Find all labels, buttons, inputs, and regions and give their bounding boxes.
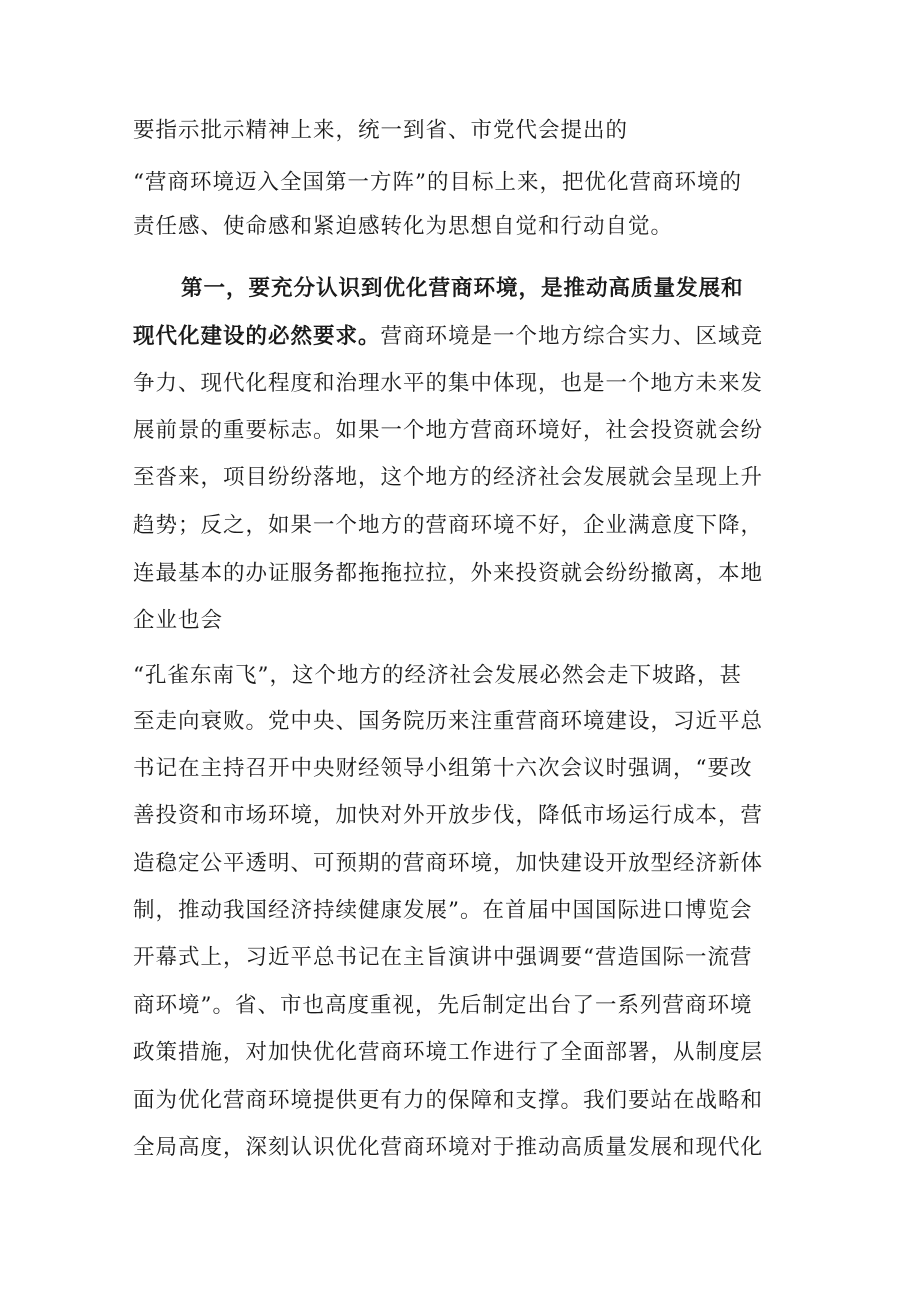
intro-line-3: 责任感、使命感和紧迫感转化为思想自觉和行动自觉。 (133, 214, 674, 239)
section-heading-line-2 (133, 317, 793, 357)
body-line-17: 全局高度，深刻认识优化营商环境对于推动高质量发展和现代化 (133, 1135, 764, 1160)
section-heading-line-1: 第一，要充分认识到优化营商环境，是推动高质量发展和 (181, 276, 744, 301)
body-line-11: 造稳定公平透明、可预期的营商环境，加快建设开放型经济新体 (133, 851, 764, 876)
body-line-2: 展前景的重要标志。如果一个地方营商环境好，社会投资就会纷 (133, 418, 764, 443)
body-line-9: 书记在主持召开中央财经领导小组第十六次会议时强调，“要改 (133, 756, 753, 781)
body-line-15: 政策措施，对加快优化营商环境工作进行了全面部署，从制度层 (133, 1040, 764, 1065)
section-heading-bold: 现代化建设的必然要求。 (133, 324, 381, 349)
section-heading-rest: 营商环境是一个地方综合实力、区域竞 (380, 324, 764, 349)
body-line-16: 面为优化营商环境提供更有力的保障和支撑。我们要站在战略和 (133, 1088, 764, 1113)
body-line-14: 商环境”。省、市也高度重视，先后制定出台了一系列营商环境 (133, 993, 753, 1018)
intro-line-2: “营商环境迈入全国第一方阵”的目标上来，把优化营商环境的 (133, 170, 742, 195)
body-line-4: 趋势；反之，如果一个地方的营商环境不好，企业满意度下降， (133, 513, 764, 538)
intro-line-1: 要指示批示精神上来，统一到省、市党代会提出的 (133, 118, 629, 143)
body-line-3: 至沓来，项目纷纷落地，这个地方的经济社会发展就会呈现上升 (133, 465, 764, 490)
body-line-10: 善投资和市场环境，加快对外开放步伐，降低市场运行成本，营 (133, 803, 764, 828)
body-line-8: 至走向衰败。党中央、国务院历来注重营商环境建设，习近平总 (133, 709, 764, 734)
body-line-1: 争力、现代化程度和治理水平的集中体现，也是一个地方未来发 (133, 371, 764, 396)
body-line-6: 企业也会 (133, 608, 224, 633)
body-line-7: “孔雀东南飞”，这个地方的经济社会发展必然会走下坡路，甚 (133, 663, 742, 688)
body-line-5: 连最基本的办证服务都拖拖拉拉，外来投资就会纷纷撤离，本地 (133, 561, 764, 586)
body-line-12: 制，推动我国经济持续健康发展”。在首届中国国际进口博览会 (133, 898, 753, 923)
body-line-13: 开幕式上，习近平总书记在主旨演讲中强调要“营造国际一流营 (133, 945, 753, 970)
